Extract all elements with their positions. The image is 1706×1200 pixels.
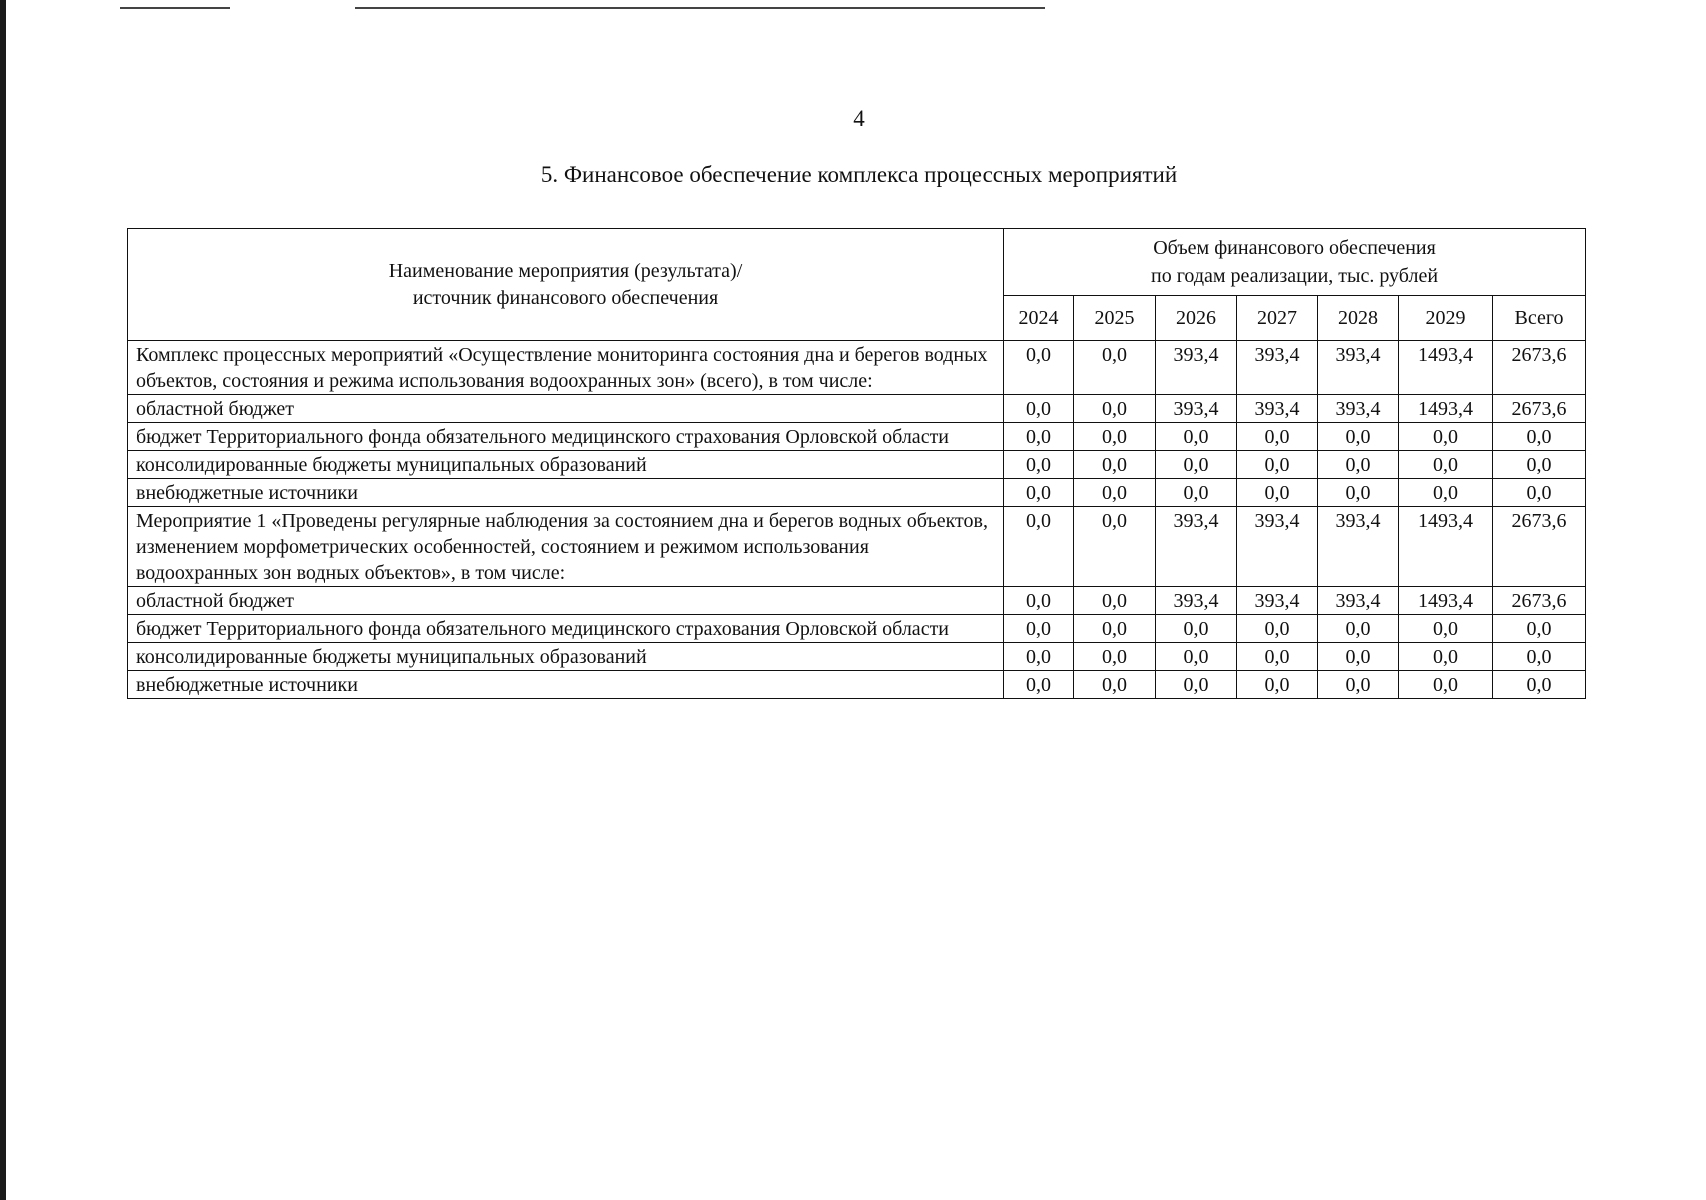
value-cell: 0,0 [1074, 341, 1156, 395]
value-cell: 393,4 [1237, 587, 1318, 615]
row-name: Мероприятие 1 «Проведены регулярные наблюдения за состоянием дна и берегов водных объектов, изменением морфометрических особенностей, состоянием и режимом использования водоохранных зон водных объектов», в том числе: [128, 507, 1004, 587]
row-name: бюджет Территориального фонда обязательного медицинского страхования Орловской области [128, 423, 1004, 451]
value-cell: 0,0 [1004, 479, 1074, 507]
value-cell: 0,0 [1399, 671, 1493, 699]
value-cell: 0,0 [1399, 615, 1493, 643]
value-cell: 0,0 [1074, 587, 1156, 615]
total-cell: 0,0 [1493, 451, 1586, 479]
value-cell: 0,0 [1399, 451, 1493, 479]
value-cell: 0,0 [1237, 643, 1318, 671]
value-cell: 0,0 [1156, 671, 1237, 699]
header-volume-line: Объем финансового обеспечения [1153, 237, 1436, 259]
value-cell: 0,0 [1004, 643, 1074, 671]
value-cell: 0,0 [1004, 615, 1074, 643]
value-cell: 1493,4 [1399, 507, 1493, 587]
value-cell: 0,0 [1156, 479, 1237, 507]
value-cell: 0,0 [1074, 395, 1156, 423]
value-cell: 393,4 [1237, 395, 1318, 423]
table-row [128, 451, 1586, 479]
value-cell: 0,0 [1074, 507, 1156, 587]
value-cell: 1493,4 [1399, 395, 1493, 423]
page-number: 4 [853, 106, 865, 131]
row-name: областной бюджет [128, 587, 1004, 615]
table-row [128, 341, 1586, 395]
value-cell: 0,0 [1156, 423, 1237, 451]
financial-table [127, 228, 1586, 699]
total-cell: 0,0 [1493, 423, 1586, 451]
table-row [128, 671, 1586, 699]
value-cell: 393,4 [1237, 341, 1318, 395]
value-cell: 0,0 [1074, 479, 1156, 507]
value-cell: 0,0 [1318, 479, 1399, 507]
value-cell: 0,0 [1318, 615, 1399, 643]
value-cell: 393,4 [1318, 587, 1399, 615]
value-cell: 393,4 [1156, 395, 1237, 423]
value-cell: 393,4 [1318, 507, 1399, 587]
value-cell: 0,0 [1004, 423, 1074, 451]
value-cell: 393,4 [1156, 341, 1237, 395]
table-row [128, 615, 1586, 643]
value-cell: 1493,4 [1399, 587, 1493, 615]
value-cell: 0,0 [1399, 479, 1493, 507]
value-cell: 393,4 [1318, 395, 1399, 423]
scan-artifact-line [120, 7, 230, 9]
value-cell: 393,4 [1237, 507, 1318, 587]
value-cell: 0,0 [1318, 423, 1399, 451]
value-cell: 0,0 [1237, 423, 1318, 451]
year-header: 2028 [1318, 296, 1399, 341]
table-row [128, 507, 1586, 587]
total-cell: 0,0 [1493, 615, 1586, 643]
row-name: консолидированные бюджеты муниципальных образований [128, 643, 1004, 671]
value-cell: 0,0 [1318, 671, 1399, 699]
total-cell: 2673,6 [1493, 341, 1586, 395]
value-cell: 0,0 [1318, 451, 1399, 479]
header-name-cell [128, 229, 1004, 341]
table-header-row [128, 229, 1586, 296]
table-row [128, 643, 1586, 671]
value-cell: 0,0 [1004, 451, 1074, 479]
total-cell: 2673,6 [1493, 587, 1586, 615]
year-header: 2027 [1237, 296, 1318, 341]
table-row [128, 395, 1586, 423]
value-cell: 0,0 [1237, 479, 1318, 507]
value-cell: 0,0 [1004, 587, 1074, 615]
value-cell: 0,0 [1237, 451, 1318, 479]
value-cell: 393,4 [1318, 341, 1399, 395]
value-cell: 0,0 [1074, 643, 1156, 671]
table-row [128, 423, 1586, 451]
value-cell: 0,0 [1237, 615, 1318, 643]
value-cell: 0,0 [1156, 615, 1237, 643]
value-cell: 393,4 [1156, 507, 1237, 587]
header-name-line: Наименование мероприятия (результата)/ [388, 259, 743, 282]
total-header: Всего [1493, 296, 1586, 341]
document-title: 5. Финансовое обеспечение комплекса процессных мероприятий [540, 162, 1178, 187]
row-name: бюджет Территориального фонда обязательного медицинского страхования Орловской области [128, 615, 1004, 643]
value-cell: 0,0 [1156, 643, 1237, 671]
value-cell: 0,0 [1237, 671, 1318, 699]
value-cell: 0,0 [1399, 423, 1493, 451]
row-name: внебюджетные источники [128, 479, 1004, 507]
row-name: внебюджетные источники [128, 671, 1004, 699]
value-cell: 0,0 [1004, 671, 1074, 699]
year-header: 2026 [1156, 296, 1237, 341]
table-row [128, 587, 1586, 615]
value-cell: 0,0 [1399, 643, 1493, 671]
value-cell: 0,0 [1004, 395, 1074, 423]
year-header: 2024 [1004, 296, 1074, 341]
total-cell: 2673,6 [1493, 507, 1586, 587]
value-cell: 0,0 [1074, 451, 1156, 479]
table-row [128, 479, 1586, 507]
value-cell: 0,0 [1004, 507, 1074, 587]
year-header: 2025 [1074, 296, 1156, 341]
value-cell: 0,0 [1156, 451, 1237, 479]
value-cell: 0,0 [1004, 341, 1074, 395]
year-header: 2029 [1399, 296, 1493, 341]
value-cell: 393,4 [1156, 587, 1237, 615]
total-cell: 0,0 [1493, 643, 1586, 671]
value-cell: 1493,4 [1399, 341, 1493, 395]
header-name-line: источник финансового обеспечения [412, 286, 719, 309]
header-volume-cell [1004, 229, 1586, 296]
scan-artifact-line [355, 7, 1045, 9]
total-cell: 0,0 [1493, 671, 1586, 699]
total-cell: 2673,6 [1493, 395, 1586, 423]
value-cell: 0,0 [1074, 423, 1156, 451]
total-cell: 0,0 [1493, 479, 1586, 507]
value-cell: 0,0 [1318, 643, 1399, 671]
header-volume-line: по годам реализации, тыс. рублей [1150, 265, 1439, 287]
row-name: Комплекс процессных мероприятий «Осуществление мониторинга состояния дна и берегов водных объектов, состояния и режима использования водоохранных зон» (всего), в том числе: [128, 341, 1004, 395]
value-cell: 0,0 [1074, 615, 1156, 643]
row-name: областной бюджет [128, 395, 1004, 423]
row-name: консолидированные бюджеты муниципальных образований [128, 451, 1004, 479]
value-cell: 0,0 [1074, 671, 1156, 699]
